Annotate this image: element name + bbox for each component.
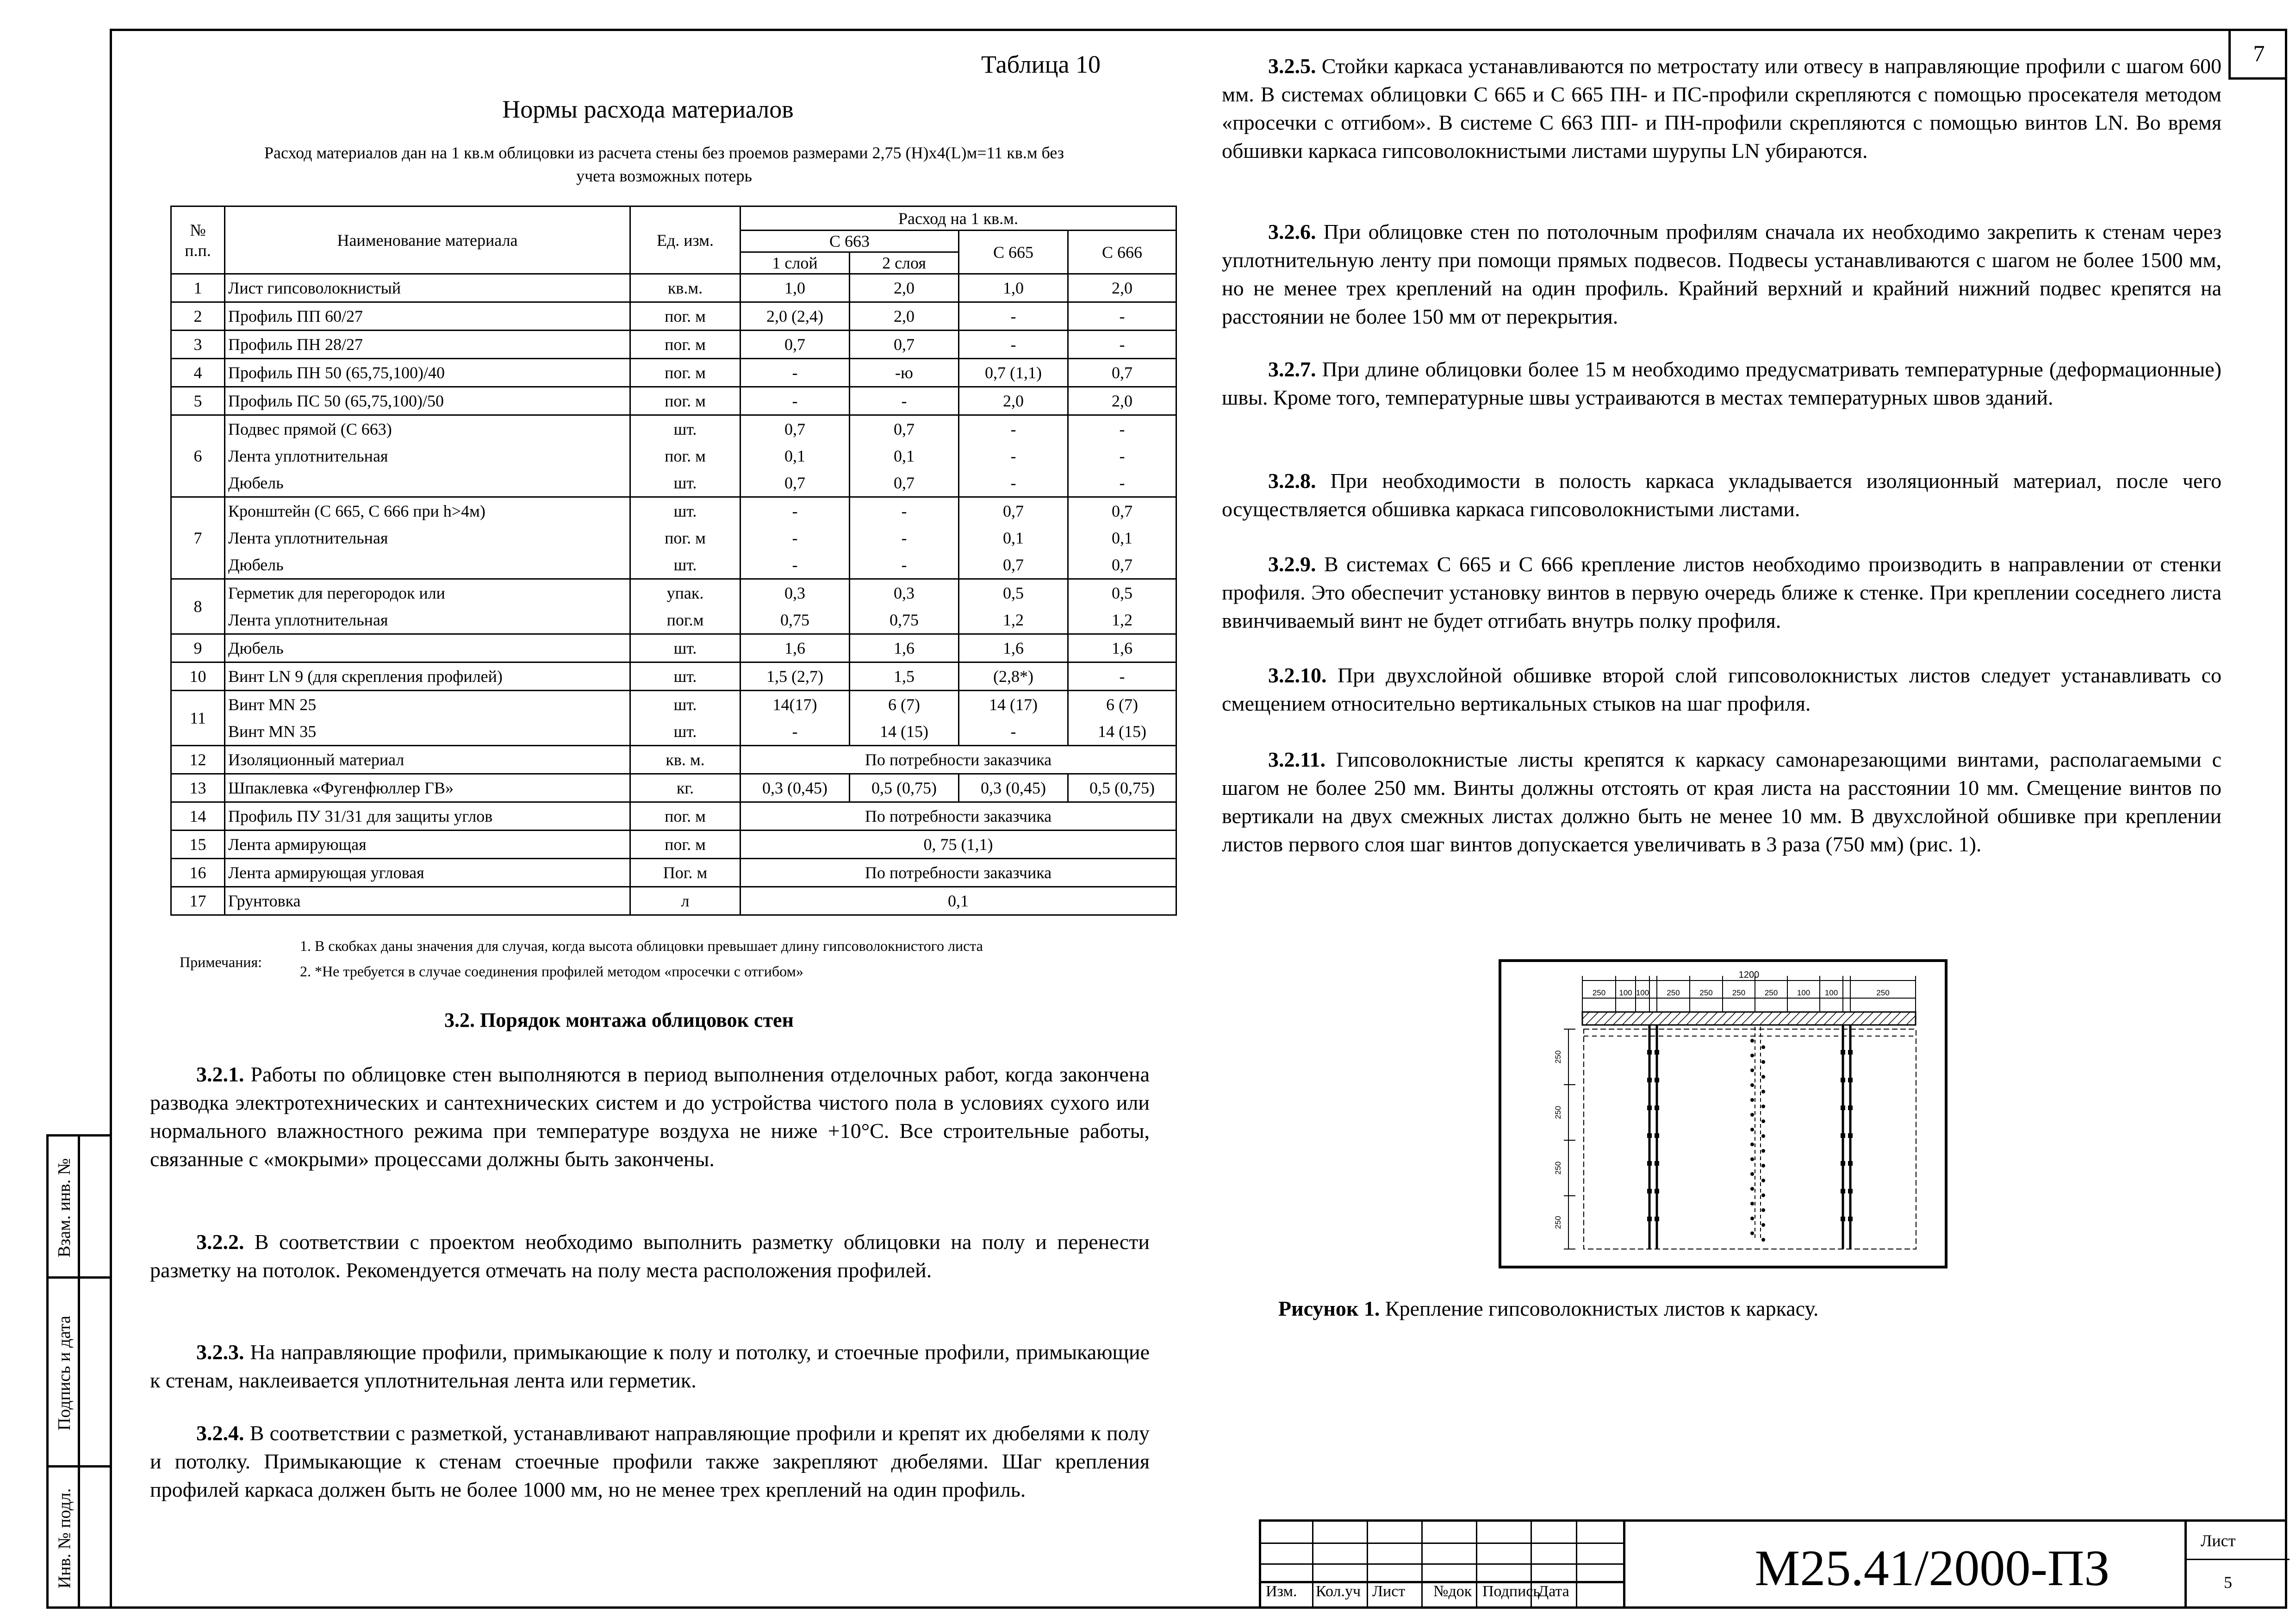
cell-c663-1layer: 1,5 (2,7) [740, 662, 850, 691]
cell-number: 16 [171, 859, 225, 887]
table-row [171, 831, 1176, 859]
cell-c665: 14 (17) - [959, 691, 1068, 746]
paragraph-3-2-2: 3.2.2. В соответствии с проектом необходимо выполнить разметку облицовки на полу и перенести разметку на потолок. Рекомендуется отмечать на полу места расположения профилей. [150, 1230, 1150, 1282]
screw-mark [1841, 1078, 1845, 1082]
screw-mark [1750, 1187, 1754, 1191]
dimension-left-label: 250 [1554, 1106, 1562, 1119]
cell-number: 4 [171, 359, 225, 387]
dimension-top-label: 100 [1619, 988, 1632, 997]
paragraph-3-2-3: 3.2.3. На направляющие профили, примыкающие к полу и потолку, и стоечные профили, примыкающие к стенам, наклеивается уплотнительная лента или герметик. [150, 1340, 1150, 1392]
frame-fastening-drawing [1501, 962, 1945, 1266]
cell-c663-2layer: 2,0 [850, 274, 959, 302]
cell-c666: 6 (7) 14 (15) [1068, 691, 1176, 746]
paragraph-3-2-4: 3.2.4. В соответствии с разметкой, устанавливают направляющие профили и крепят их дюбелями к полу и потолку. Примыкающие к стенам стоечные профили также закрепляют дюбелями. Шаг крепления профилей каркаса должен быть не более 1000 мм, но не менее трех креплений на один профиль. [150, 1421, 1150, 1501]
cell-c663-2layer: 1,5 [850, 662, 959, 691]
stamp-label-original: Инв. № подл. [55, 1488, 75, 1588]
cell-consumption-span: 0, 75 (1,1) [740, 831, 1176, 859]
dimension-total: 1200 [1738, 970, 1760, 980]
cell-number: 13 [171, 774, 225, 802]
cell-number: 5 [171, 387, 225, 415]
table-row [171, 497, 1176, 579]
dimension-top-label: 100 [1636, 988, 1649, 997]
screw-mark [1647, 1189, 1652, 1193]
stamp-label-replace: Взам. инв. № [55, 1158, 75, 1257]
cell-c665: 0,7 0,1 0,7 [959, 497, 1068, 579]
table-row [171, 274, 1176, 302]
screw-mark [1750, 1113, 1754, 1117]
cell-unit: л [630, 887, 740, 915]
screw-mark [1761, 1193, 1765, 1197]
cell-material: Герметик для перегородок или Лента уплотнительная [225, 579, 630, 634]
dimension-top-label: 250 [1699, 988, 1713, 997]
cell-number: 3 [171, 331, 225, 359]
materials-table [170, 206, 1177, 916]
paragraph-3-2-10: 3.2.10. При двухслойной обшивке второй слой гипсоволокнистых листов следует устанавливать со смещением относительно вертикальных стыков на шаг профиля. [1222, 663, 2221, 715]
tb-header-doc: №док [1433, 1583, 1472, 1600]
table-title: Нормы расхода материалов [502, 95, 794, 123]
screw-mark [1647, 1217, 1652, 1221]
cell-c663-1layer: - - - [740, 497, 850, 579]
screw-mark [1655, 1106, 1659, 1110]
screw-mark [1655, 1078, 1659, 1082]
table-row [171, 387, 1176, 415]
screw-mark [1848, 1106, 1853, 1110]
cell-c666: 0,5 (0,75) [1068, 774, 1176, 802]
screw-mark [1655, 1050, 1659, 1055]
cell-unit: шт. пог. м шт. [630, 497, 740, 579]
col-header-layer1: 1 слой [740, 252, 850, 274]
paragraph-3-2-8: 3.2.8. При необходимости в полость каркаса укладывается изоляционный материал, после чего осуществляется обшивка каркаса гипсоволокнистыми листами. [1222, 469, 2221, 521]
cell-unit: шт. пог. м шт. [630, 415, 740, 497]
screw-mark [1848, 1078, 1853, 1082]
col-header-number: № п.п. [171, 206, 225, 274]
dimension-top-label: 100 [1797, 988, 1811, 997]
cell-c666: 2,0 [1068, 387, 1176, 415]
dimension-top-label: 250 [1876, 988, 1890, 997]
screw-mark [1761, 1164, 1765, 1168]
dimension-top-label: 250 [1667, 988, 1680, 997]
table-row [171, 359, 1176, 387]
cell-c663-1layer: - [740, 359, 850, 387]
cell-c665: 0,3 (0,45) [959, 774, 1068, 802]
cell-number: 8 [171, 579, 225, 634]
cell-number: 10 [171, 662, 225, 691]
screw-mark [1750, 1054, 1754, 1057]
cell-material: Шпаклевка «Фугенфюллер ГВ» [225, 774, 630, 802]
screw-mark [1761, 1105, 1765, 1108]
table-row [171, 859, 1176, 887]
col-header-unit: Ед. изм. [630, 206, 740, 274]
figure-caption: Рисунок 1. Крепление гипсоволокнистых листов к каркасу. [1278, 1297, 1819, 1320]
cell-unit: Пог. м [630, 859, 740, 887]
table-row [171, 302, 1176, 331]
cell-c663-1layer: 0,3 0,75 [740, 579, 850, 634]
screw-mark [1655, 1161, 1659, 1166]
screw-mark [1655, 1217, 1659, 1221]
col-header-c665: С 665 [959, 231, 1068, 274]
dimension-left-label: 250 [1554, 1050, 1562, 1064]
col-header-layer2: 2 слоя [850, 252, 959, 274]
screw-mark [1647, 1133, 1652, 1138]
table-row [171, 802, 1176, 831]
cell-material: Грунтовка [225, 887, 630, 915]
cell-material: Дюбель [225, 634, 630, 662]
notes-label: Примечания: [180, 954, 262, 970]
screw-mark [1750, 1143, 1754, 1146]
cell-c663-2layer: -ю [850, 359, 959, 387]
cell-number: 15 [171, 831, 225, 859]
screw-mark [1750, 1217, 1754, 1220]
screw-mark [1750, 1039, 1754, 1043]
cell-c665: 0,5 1,2 [959, 579, 1068, 634]
cell-material: Профиль ПН 28/27 [225, 331, 630, 359]
cell-material: Изоляционный материал [225, 746, 630, 774]
cell-c665: - [959, 331, 1068, 359]
cell-material: Лента армирующая угловая [225, 859, 630, 887]
col-header-name: Наименование материала [225, 206, 630, 274]
screw-mark [1841, 1133, 1845, 1138]
cell-c663-1layer: - [740, 387, 850, 415]
cell-c666: 0,5 1,2 [1068, 579, 1176, 634]
cell-unit: кг. [630, 774, 740, 802]
cell-c663-1layer: 1,0 [740, 274, 850, 302]
cell-c663-2layer: 0,3 0,75 [850, 579, 959, 634]
screw-mark [1761, 1223, 1765, 1227]
cell-c666: - [1068, 662, 1176, 691]
screw-mark [1761, 1208, 1765, 1212]
figure-frame-fastening [1499, 959, 1948, 1268]
tb-header-count: Кол.уч [1316, 1583, 1361, 1600]
screw-mark [1750, 1083, 1754, 1087]
cell-c665: 2,0 [959, 387, 1068, 415]
table-row [171, 746, 1176, 774]
cell-c666: 2,0 [1068, 274, 1176, 302]
screw-mark [1761, 1060, 1765, 1064]
cell-material: Профиль ПС 50 (65,75,100)/50 [225, 387, 630, 415]
cell-unit: пог. м [630, 359, 740, 387]
screw-mark [1761, 1149, 1765, 1153]
dimension-top-label: 250 [1732, 988, 1746, 997]
cell-c663-2layer: 0,5 (0,75) [850, 774, 959, 802]
col-header-c663: С 663 [740, 231, 959, 252]
cell-c663-2layer: - [850, 387, 959, 415]
cell-material: Профиль ПУ 31/31 для защиты углов [225, 802, 630, 831]
cell-unit: кв. м. [630, 746, 740, 774]
table-row [171, 691, 1176, 746]
cell-c663-1layer: 2,0 (2,4) [740, 302, 850, 331]
screw-mark [1848, 1189, 1853, 1193]
table-row [171, 662, 1176, 691]
sheet-label: Лист [2201, 1531, 2236, 1550]
col-header-c666: С 666 [1068, 231, 1176, 274]
table-row [171, 634, 1176, 662]
screw-mark [1841, 1050, 1845, 1055]
screw-mark [1848, 1161, 1853, 1166]
paragraph-3-2-11: 3.2.11. Гипсоволокнистые листы крепятся к каркасу самонарезающими винтами, располагаемыми с шагом не более 250 мм. Винты должны отстоять от края листа на расстоянии 10 мм. Смещение винтов по вертикали на двух смежных листах должно быть не менее 10 мм. В двухслойной обшивке при креплении листов первого слоя шаг винтов допускается увеличивать в 3 раза (750 мм) (рис. 1). [1222, 748, 2221, 856]
cell-unit: пог. м [630, 302, 740, 331]
cell-unit: упак. пог.м [630, 579, 740, 634]
cell-c666: 1,6 [1068, 634, 1176, 662]
table-row [171, 415, 1176, 497]
cell-number: 7 [171, 497, 225, 579]
section-title: 3.2. Порядок монтажа облицовок стен [444, 1009, 794, 1031]
title-block [1259, 1519, 2287, 1609]
cell-number: 1 [171, 274, 225, 302]
cell-number: 2 [171, 302, 225, 331]
cell-c663-2layer: - - - [850, 497, 959, 579]
screw-mark [1761, 1045, 1765, 1049]
cell-c663-2layer: 0,7 0,1 0,7 [850, 415, 959, 497]
cell-c663-2layer: 6 (7) 14 (15) [850, 691, 959, 746]
screw-mark [1848, 1050, 1853, 1055]
cell-number: 14 [171, 802, 225, 831]
table-row [171, 887, 1176, 915]
table-row [171, 774, 1176, 802]
cell-material: Лист гипсоволокнистый [225, 274, 630, 302]
note-1: 1. В скобках даны значения для случая, когда высота облицовки превышает длину гипсоволокнистого листа [300, 937, 983, 954]
cell-c666: - - - [1068, 415, 1176, 497]
page-number: 7 [2228, 29, 2287, 80]
screw-mark [1848, 1133, 1853, 1138]
tb-header-signature: Подпись [1482, 1583, 1540, 1600]
cell-c665: 1,0 [959, 274, 1068, 302]
col-header-consumption: Расход на 1 кв.м. [740, 206, 1176, 231]
cell-unit: шт. шт. [630, 691, 740, 746]
cell-c663-1layer: 0,3 (0,45) [740, 774, 850, 802]
cell-unit: шт. [630, 634, 740, 662]
cell-c666: 0,7 [1068, 359, 1176, 387]
cell-material: Подвес прямой (С 663) Лента уплотнительная Дюбель [225, 415, 630, 497]
screw-mark [1761, 1134, 1765, 1138]
cell-c666: - [1068, 331, 1176, 359]
cell-consumption-span: По потребности заказчика [740, 802, 1176, 831]
screw-mark [1761, 1090, 1765, 1093]
tb-header-sheet: Лист [1372, 1583, 1406, 1600]
cell-material: Кронштейн (С 665, С 666 при h>4м) Лента уплотнительная Дюбель [225, 497, 630, 579]
table-label: Таблица 10 [981, 50, 1101, 78]
paragraph-3-2-5: 3.2.5. Стойки каркаса устанавливаются по метростату или отвесу в направляющие профили с шагом 600 мм. В системах облицовки С 665 и С 665 ПН- и ПС-профили скрепляются с помощью просекателя методом «просечки с отгибом». В системе С 663 ПП- и ПН-профили скрепляются с помощью винтов LN. Во время обшивки каркаса гипсоволокнистыми листами шурупы LN убираются. [1222, 54, 2221, 162]
cell-c665: - [959, 302, 1068, 331]
screw-mark [1647, 1106, 1652, 1110]
screw-mark [1750, 1172, 1754, 1176]
cell-c663-2layer: 0,7 [850, 331, 959, 359]
screw-mark [1761, 1238, 1765, 1242]
cell-unit: кв.м. [630, 274, 740, 302]
screw-mark [1750, 1231, 1754, 1235]
cell-unit: пог. м [630, 387, 740, 415]
cell-number: 17 [171, 887, 225, 915]
screw-mark [1841, 1217, 1845, 1221]
screw-mark [1761, 1075, 1765, 1079]
screw-mark [1750, 1098, 1754, 1102]
cell-consumption-span: По потребности заказчика [740, 746, 1176, 774]
cell-unit: шт. [630, 662, 740, 691]
cell-number: 12 [171, 746, 225, 774]
screw-mark [1647, 1078, 1652, 1082]
dimension-left-label: 250 [1554, 1161, 1562, 1175]
screw-mark [1655, 1133, 1659, 1138]
tb-header-change: Изм. [1266, 1583, 1297, 1600]
cell-c666: - [1068, 302, 1176, 331]
cell-c663-2layer: 2,0 [850, 302, 959, 331]
cell-consumption-span: 0,1 [740, 887, 1176, 915]
screw-mark [1761, 1179, 1765, 1182]
cell-material: Профиль ПН 50 (65,75,100)/40 [225, 359, 630, 387]
screw-mark [1750, 1157, 1754, 1161]
cell-material: Лента армирующая [225, 831, 630, 859]
screw-mark [1647, 1161, 1652, 1166]
cell-c665: 0,7 (1,1) [959, 359, 1068, 387]
cell-c663-1layer: 1,6 [740, 634, 850, 662]
cell-c663-1layer: 14(17) - [740, 691, 850, 746]
cell-number: 11 [171, 691, 225, 746]
screw-mark [1750, 1202, 1754, 1206]
note-2: 2. *Не требуется в случае соединения профилей методом «просечки с отгибом» [300, 963, 803, 980]
side-stamp [46, 1134, 112, 1609]
paragraph-3-2-9: 3.2.9. В системах С 665 и С 666 крепление листов необходимо производить в направлении от стенки профиля. Это обеспечит установку винтов в первую очередь ближе к стенке. При креплении соседнего листа ввинчиваемый винт не будет отгибать внутрь полку профиля. [1222, 552, 2221, 632]
screw-mark [1841, 1189, 1845, 1193]
cell-material: Винт LN 9 (для скрепления профилей) [225, 662, 630, 691]
screw-mark [1750, 1068, 1754, 1072]
cell-unit: пог. м [630, 802, 740, 831]
cell-c665: 1,6 [959, 634, 1068, 662]
cell-number: 6 [171, 415, 225, 497]
cell-c663-1layer: 0,7 0,1 0,7 [740, 415, 850, 497]
dimension-top-label: 250 [1764, 988, 1778, 997]
screw-mark [1750, 1128, 1754, 1131]
cell-c665: - - - [959, 415, 1068, 497]
screw-mark [1761, 1119, 1765, 1123]
screw-mark [1841, 1106, 1845, 1110]
cell-unit: пог. м [630, 831, 740, 859]
dimension-left-label: 250 [1554, 1216, 1562, 1229]
cell-c663-2layer: 1,6 [850, 634, 959, 662]
cell-number: 9 [171, 634, 225, 662]
tb-header-date: Дата [1538, 1583, 1569, 1600]
cell-material: Винт MN 25 Винт MN 35 [225, 691, 630, 746]
paragraph-3-2-6: 3.2.6. При облицовке стен по потолочным профилям сначала их необходимо закрепить к стенам через уплотнительную ленту при помощи прямых подвесов. Подвесы устанавливаются с шагом не более 1500 мм, но не менее трех креплений на один профиль. Крайний верхний и крайний нижний подвес крепятся на расстоянии не более 150 мм от перекрытия. [1222, 220, 2221, 328]
paragraph-3-2-7: 3.2.7. При длине облицовки более 15 м необходимо предусматривать температурные (деформационные) швы. Кроме того, температурные швы устраиваются в местах температурных швов зданий. [1222, 357, 2221, 409]
table-row [171, 579, 1176, 634]
screw-mark [1841, 1161, 1845, 1166]
table-row [171, 331, 1176, 359]
screw-mark [1655, 1189, 1659, 1193]
document-code: М25.41/2000-ПЗ [1755, 1540, 2110, 1596]
sheet-number: 5 [2224, 1573, 2232, 1592]
stamp-label-signature: Подпись и дата [55, 1315, 75, 1431]
paragraph-3-2-1: 3.2.1. Работы по облицовке стен выполняются в период выполнения отделочных работ, когда закончена разводка электротехнических и сантехнических систем и до устройства чистого пола в условиях сухого или нормального влажностного режима при температуре воздуха не ниже +10°С. Все строительные работы, связанные с «мокрыми» процессами должны быть закончены. [150, 1062, 1150, 1171]
screw-mark [1848, 1217, 1853, 1221]
cell-unit: пог. м [630, 331, 740, 359]
dimension-top-label: 250 [1592, 988, 1606, 997]
cell-consumption-span: По потребности заказчика [740, 859, 1176, 887]
dimension-top-label: 100 [1824, 988, 1838, 997]
screw-mark [1647, 1050, 1652, 1055]
table-subtitle: Расход материалов дан на 1 кв.м облицовки из расчета стены без проемов размерами 2,75 (Н)х4(L)м=11 кв.м без учета возможных потерь [264, 144, 1064, 185]
cell-c663-1layer: 0,7 [740, 331, 850, 359]
cell-material: Профиль ПП 60/27 [225, 302, 630, 331]
cell-c666: 0,7 0,1 0,7 [1068, 497, 1176, 579]
cell-c665: (2,8*) [959, 662, 1068, 691]
